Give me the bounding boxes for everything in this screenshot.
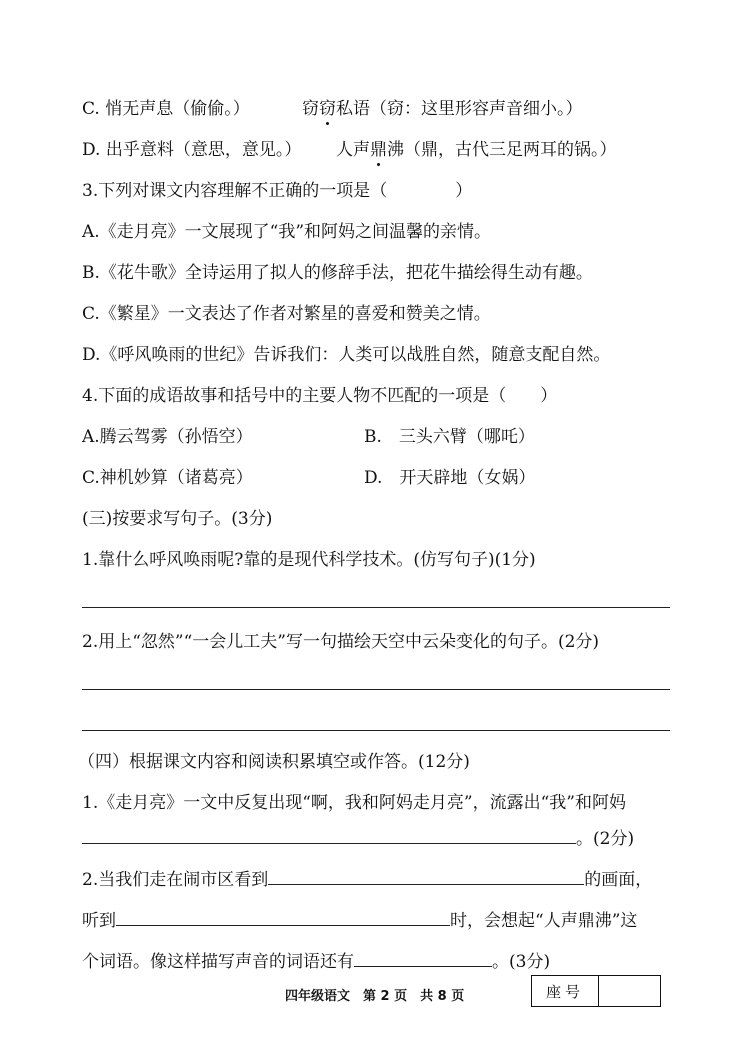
q4-option-d: D. 开天辟地（女娲） (364, 468, 536, 488)
q4-option-c: C.神机妙算（诸葛亮） (82, 468, 253, 488)
q2-option-c-right (302, 98, 583, 120)
section4-item2-l3-pre: 个词语。像这样描写声音的词语还有 (82, 952, 354, 972)
section4-item2-blank-2[interactable] (116, 909, 450, 926)
section4-item2-line2 (82, 909, 637, 932)
q2-option-d-right (336, 139, 617, 161)
q2-option-c-left: C. 悄无声息（偷偷。） (82, 99, 250, 119)
section3-heading: (三)按要求写句子。(3分) (82, 509, 273, 529)
section4-item2-blank-1[interactable] (268, 868, 584, 885)
section4-item2-l2-pre: 听到 (82, 911, 116, 931)
page-footer: 四年级语文 第 2 页 共 8 页 (285, 989, 465, 1004)
q4-option-b: B. 三头六臂（哪吒） (364, 427, 535, 447)
section4-item2-l3-post: 。(3分) (492, 952, 551, 972)
q2-d-right-pre: 人声 (336, 140, 370, 160)
section3-item1: 1.靠什么呼风唤雨呢?靠的是现代科学技术。(仿写句子)(1分) (82, 550, 536, 570)
section3-item1-answer-line[interactable] (82, 607, 670, 608)
section4-item1-line2 (82, 827, 634, 850)
q2-option-d-left: D. 出乎意料（意思，意见。） (82, 140, 302, 160)
q3-option-c: C.《繁星》一文表达了作者对繁星的喜爱和赞美之情。 (82, 304, 491, 324)
q2-c-right-post: 私语（窃：这里形容声音细小。） (336, 99, 583, 119)
q3-option-b: B.《花牛歌》全诗运用了拟人的修辞手法，把花牛描绘得生动有趣。 (82, 263, 593, 283)
section4-item2-l2-post: 时，会想起“人声鼎沸”这 (450, 911, 638, 931)
q2-c-right-dotted-char: 窃 (319, 99, 336, 119)
section4-item2-line1 (82, 868, 652, 891)
section4-item2-post: 的画面， (584, 870, 653, 890)
section3-item2-answer-line-2[interactable] (82, 730, 670, 731)
seat-number-label: 座号 (532, 976, 599, 1006)
q2-d-right-post: 沸（鼎，古代三足两耳的锅。） (387, 140, 617, 160)
section4-item2-pre: 2.当我们走在闹市区看到 (82, 870, 269, 890)
section4-item2-blank-3[interactable] (354, 950, 492, 967)
seat-number-field[interactable] (599, 976, 660, 1006)
seat-number-box (531, 975, 661, 1007)
q3-stem: 3.下列对课文内容理解不正确的一项是（ ） (82, 181, 473, 201)
q2-d-right-dotted-char: 鼎 (370, 140, 387, 160)
q3-option-d: D.《呼风唤雨的世纪》告诉我们：人类可以战胜自然，随意支配自然。 (82, 345, 611, 365)
section4-item1-line1: 1.《走月亮》一文中反复出现“啊，我和阿妈走月亮”，流露出“我”和阿妈 (82, 793, 626, 813)
section4-item2-line3 (82, 950, 550, 973)
q4-option-a: A.腾云驾雾（孙悟空） (82, 427, 253, 447)
section4-heading: （四）根据课文内容和阅读积累填空或作答。(12分) (78, 752, 470, 772)
q2-c-right-pre: 窃 (302, 99, 319, 119)
q4-stem: 4.下面的成语故事和括号中的主要人物不匹配的一项是（ ） (82, 386, 558, 406)
section3-item2-answer-line-1[interactable] (82, 689, 670, 690)
section4-item1-end: 。(2分) (576, 829, 635, 849)
q3-option-a: A.《走月亮》一文展现了“我”和阿妈之间温馨的亲情。 (82, 222, 492, 242)
section4-item1-blank[interactable] (82, 827, 576, 844)
section3-item2: 2.用上“忽然”“一会儿工夫”写一句描绘天空中云朵变化的句子。(2分) (82, 632, 600, 652)
